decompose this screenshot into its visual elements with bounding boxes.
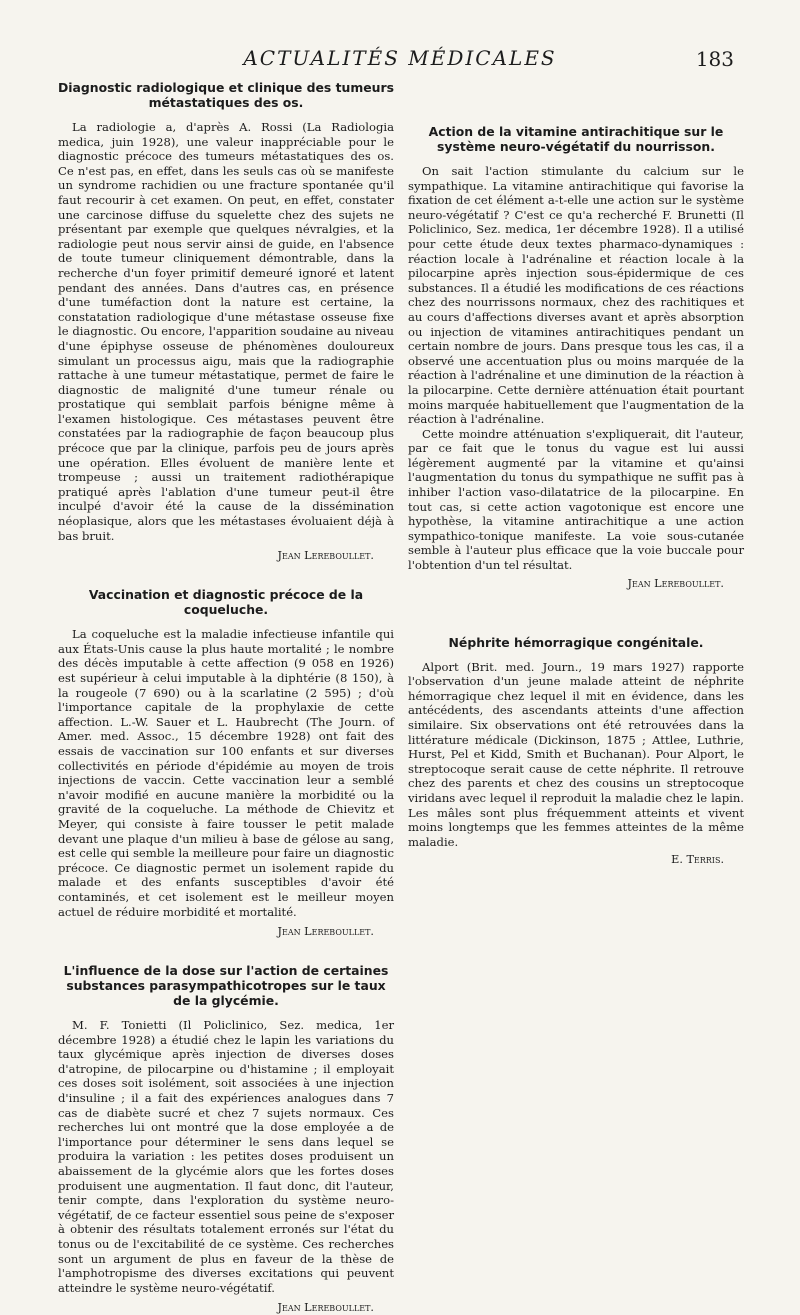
article-title: Néphrite hémorragique congénitale. bbox=[448, 634, 704, 650]
article-signature: Jean Lereboullet. bbox=[627, 576, 724, 590]
article-signature: Jean Lereboullet. bbox=[277, 925, 374, 939]
article-title: Action de la vitamine antirachitique sur le système neuro-végétatif du nourrisson. bbox=[428, 124, 724, 154]
article-coqueluche bbox=[58, 587, 394, 939]
article-paragraph: M. F. Tonietti (Il Policlinico, Sez. medica, 1er décembre 1928) a étudié chez le lapin les variations du taux glycémique après injection de diverses doses d'atropine, de pilocarpine ou d'histamine ; il employait ces doses soit isolément, soit associées à une injection d'insuline ; il a fait des expériences analogues dans 7 cas de diabète sucré et chez 7 sujets normaux. Ces recherches lui ont montré que la dose employée a de l'importance pour déterminer le sens dans lequel se produira la variation : les petites doses produisent un abaissement de la glycémie alors que les fortes doses produisent une augmentation. Il faut donc, dit l'auteur, tenir compte, dans l'exploration du système neuro-végétatif, de ce facteur essentiel sous peine de s'exposer à obtenir des résultats totalement erronés sur l'état du tonus ou de l'excitabilité de ce système. Ces recherches sont un argument de plus en faveur de la thèse de l'amphotropisme des diverses excitations qui peuvent atteindre le système neuro-végétatif. bbox=[58, 1018, 394, 1295]
article-signature: E. Terris. bbox=[671, 853, 724, 867]
article-title: L'influence de la dose sur l'action de certaines substances parasympathicotropes sur le taux de la glycémie. bbox=[63, 963, 389, 1009]
article-paragraph: Alport (Brit. med. Journ., 19 mars 1927) rapporte l'observation d'un jeune malade atteint de néphrite hémorragique chez lequel il mit en évidence, dans les antécédents, des ascendants atteints d'une affection similaire. Six observations ont été retrouvées dans la littérature médicale (Dickinson, 1875 ; Attlee, Luthrie, Hurst, Pel et Kidd, Smith et Buchanan). Pour Alport, le streptocoque serait cause de cette néphrite. Il retrouve chez des parents et chez des cousins un streptocoque viridans avec lequel il reproduit la maladie chez le lapin. Les mâles sont plus fréquemment atteints et vivent moins longtemps que les femmes atteintes de la même maladie. bbox=[408, 659, 744, 849]
article-paragraph: La radiologie a, d'après A. Rossi (La Radiologia medica, juin 1928), une valeur inappréciable pour le diagnostic précoce des tumeurs métastatiques des os. Ce n'est pas, en effet, dans les seuls cas où se manifeste un syndrome rachidien ou une fracture spontanée qu'il faut recourir à cet examen. On peut, en effet, constater une carcinose diffuse du squelette chez des sujets ne présentant par exemple que quelques névralgies, et la radiologie peut nous servir ainsi de guide, en l'absence de toute tumeur cliniquement démontrable, dans la recherche d'un foyer primitif demeuré ignoré et latent pendant des années. Dans d'autres cas, en présence d'une tuméfaction dont la nature est certaine, la constatation radiologique d'une métastase osseuse fixe le diagnostic. Ou encore, l'apparition soudaine au niveau d'une épiphyse osseuse de phénomènes douloureux simulant un processus aigu, mais que la radiographie rattache à une tumeur métastatique, permet de faire le diagnostic de malignité d'une tumeur rénale ou prostatique qui semblait parfois bénigne même à l'examen histologique. Ces métastases peuvent être constatées par la radiographie de façon beaucoup plus précoce que par la clinique, parfois peu de jours après une opération. Elles évoluent de manière lente et trompeuse ; aussi un traitement radiothérapique pratiqué après l'ablation d'une tumeur peut-il être inculpé d'avoir été la cause de la dissémination néoplasique, alors que les métastases évoluaient déjà à bas bruit. bbox=[58, 120, 394, 543]
article-vitamine bbox=[408, 124, 744, 591]
article-signature: Jean Lereboullet. bbox=[277, 549, 374, 563]
article-tumeurs bbox=[58, 80, 394, 563]
article-glycemie bbox=[58, 963, 394, 1315]
left-column bbox=[58, 80, 394, 1315]
article-signature: Jean Lereboullet. bbox=[277, 1301, 374, 1315]
article-nephrite bbox=[408, 635, 744, 868]
article-title: Vaccination et diagnostic précoce de la coqueluche. bbox=[88, 587, 364, 618]
article-paragraph: On sait l'action stimulante du calcium sur le sympathique. La vitamine antirachitique qui favorise la fixation de cet élément a-t-elle une action sur le système neuro-végétatif ? C'est ce qu'a recherché F. Brunetti (Il Policlinico, Sez. medica, 1er décembre 1928). Il a utilisé pour cette étude deux textes pharmaco-dynamiques : réaction locale à l'adrénaline et réaction locale à la pilocarpine après injection sous-épidermique de ces substances. Il a étudié les modifications de ces réactions chez des nourrissons normaux, chez des rachitiques et au cours d'affections diverses avant et après absorption ou injection de vitamines antirachitiques pendant un certain nombre de jours. Dans presque tous les cas, il a observé une accentuation plus ou moins marquée de la réaction à l'adrénaline et une diminution de la réaction à la pilocarpine. Cette dernière atténuation était pourtant moins marquée habituellement que l'augmentation de la réaction à l'adrénaline. bbox=[408, 164, 744, 427]
article-title: Diagnostic radiologique et clinique des tumeurs métastatiques des os. bbox=[58, 80, 394, 110]
right-column bbox=[408, 80, 744, 867]
running-title: ACTUALITÉS MÉDICALES bbox=[243, 46, 557, 70]
page-number: 183 bbox=[695, 47, 734, 71]
article-paragraph: Cette moindre atténuation s'expliquerait, dit l'auteur, par ce fait que le tonus du vague est lui aussi légèrement augmenté par la vitamine et qu'ainsi l'augmentation du tonus du sympathique ne suffit pas à inhiber l'action vaso-dilatatrice de la pilocarpine. En tout cas, si cette action vagotonique est encore une hypothèse, la vitamine antirachitique a une action sympathico-tonique manifeste. La voie sous-cutanée semble à l'auteur plus efficace que la voie buccale pour l'obtention d'un tel résultat. bbox=[408, 426, 744, 573]
article-paragraph: La coqueluche est la maladie infectieuse infantile qui aux États-Unis cause la plus haute mortalité ; le nombre des décès imputable à cette affection (9 058 en 1926) est supérieur à celui imputable à la diphtérie (8 150), à la rougeole (7 690) ou à la scarlatine (2 595) ; d'où l'importance capitale de la prophylaxie de cette affection. L.-W. Sauer et L. Haubrecht (The Journ. of Amer. med. Assoc., 15 décembre 1928) ont fait des essais de vaccination sur 100 enfants et sur diverses collectivités en période d'épidémie au moyen de trois injections de vaccin. Cette vaccination leur a semblé n'avoir modifié en aucune manière la morbidité ou la gravité de la coqueluche. La méthode de Chievitz et Meyer, qui consiste à faire tousser le petit malade devant une plaque d'un milieu à base de gélose au sang, est celle qui semble la meilleure pour faire un diagnostic précoce. Ce diagnostic permet un isolement rapide du malade et des enfants susceptibles d'avoir été contaminés, et cet isolement est le meilleur moyen actuel de réduire morbidité et mortalité. bbox=[58, 627, 394, 919]
